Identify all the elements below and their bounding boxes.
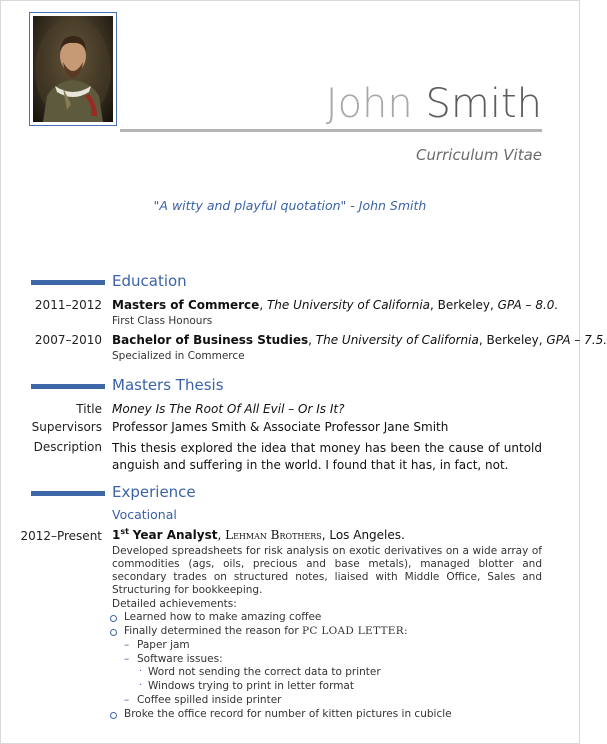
quotation: "A witty and playful quotation" - John Smith: [153, 198, 427, 213]
edu-city: Berkeley: [486, 333, 539, 347]
edu-institution: The University of California: [315, 333, 479, 347]
dot-bullet-icon: ·: [139, 680, 143, 691]
job-ordinal: 1: [112, 528, 121, 542]
section-bar-experience: [31, 491, 105, 496]
thesis-title-value: Money Is The Root Of All Evil – Or Is It?: [112, 402, 345, 416]
edu-city: Berkeley: [437, 298, 490, 312]
job-city: Los Angeles.: [329, 528, 405, 542]
achievement-item: [124, 625, 408, 637]
edu-institution: The University of California: [266, 298, 431, 312]
sub-sub-item: Word not sending the correct data to printer: [148, 666, 381, 678]
sub-item: Coffee spilled inside printer: [137, 694, 282, 706]
header-rule: [120, 129, 542, 132]
dash-bullet-icon: –: [124, 653, 130, 665]
document-subtitle: Curriculum Vitae: [415, 146, 542, 164]
subsection-title-vocational: Vocational: [112, 507, 177, 522]
portrait-photo-frame: [29, 12, 117, 126]
thesis-supervisors-value: Professor James Smith & Associate Professor Jane Smith: [112, 420, 449, 434]
thesis-title-label: Title: [76, 402, 102, 416]
job-ordinal-suffix: st: [120, 527, 129, 536]
edu-note: Specialized in Commerce: [112, 350, 245, 362]
achievement-item: Learned how to make amazing coffee: [124, 611, 322, 623]
edu-note: First Class Honours: [112, 315, 213, 327]
section-bar-thesis: [31, 384, 105, 389]
candidate-name: [326, 80, 542, 128]
edu-entry: Masters of Commerce, The University of California, Berkeley, GPA – 8.0.: [112, 298, 559, 312]
portrait-image: [33, 16, 113, 122]
edu-years: 2011–2012: [34, 298, 102, 312]
achievement-item: Broke the office record for number of kitten pictures in cubicle: [124, 708, 452, 720]
edu-degree: Bachelor of Business Studies: [112, 333, 309, 347]
achievement-text: Finally determined the reason for: [124, 625, 299, 637]
edu-years: 2007–2010: [34, 333, 102, 347]
job-description: Developed spreadsheets for risk analysis on exotic derivatives on a wide array of commodities (ags, oils, precious and base metals), managed blotter and secondary trades on structured notes, liaised with Middle Office, Sales and Structuring for bookkeeping.: [112, 545, 542, 596]
achievement-code: PC LOAD LETTER:: [301, 625, 408, 637]
achievements-label: Detailed achievements:: [112, 598, 237, 610]
edu-gpa: GPA – 7.5.: [546, 333, 607, 347]
last-name: Smith: [425, 81, 542, 127]
thesis-description-label: Description: [33, 440, 102, 454]
portrait-photo: [33, 16, 113, 122]
sub-item: Software issues:: [137, 653, 223, 665]
first-name: John: [325, 81, 413, 127]
edu-degree: Masters of Commerce: [112, 298, 260, 312]
bullet-circle-icon: [110, 629, 117, 636]
thesis-supervisors-label: Supervisors: [31, 420, 102, 434]
section-title-education: Education: [112, 272, 187, 290]
edu-entry: Bachelor of Business Studies, The University of California, Berkeley, GPA – 7.5.: [112, 333, 607, 347]
section-title-thesis: Masters Thesis: [112, 376, 224, 394]
job-role: Year Analyst: [132, 528, 218, 542]
edu-gpa: GPA – 8.0.: [497, 298, 559, 312]
bullet-circle-icon: [110, 712, 117, 719]
sub-sub-item: Windows trying to print in letter format: [148, 680, 354, 692]
job-company: Lehman Brothers: [225, 528, 322, 542]
job-years: 2012–Present: [20, 529, 102, 543]
thesis-description-value: This thesis explored the idea that money has been the cause of untold anguish and suffering in the world. I found that it has, in fact, not.: [112, 441, 542, 472]
dash-bullet-icon: –: [124, 639, 130, 651]
section-bar-education: [31, 280, 105, 285]
job-heading: 1st Year Analyst, Lehman Brothers, Los Angeles.: [112, 527, 405, 542]
dash-bullet-icon: –: [124, 694, 130, 706]
bullet-circle-icon: [110, 615, 117, 622]
dot-bullet-icon: ·: [139, 666, 143, 677]
section-title-experience: Experience: [112, 483, 196, 501]
sub-item: Paper jam: [137, 639, 190, 651]
